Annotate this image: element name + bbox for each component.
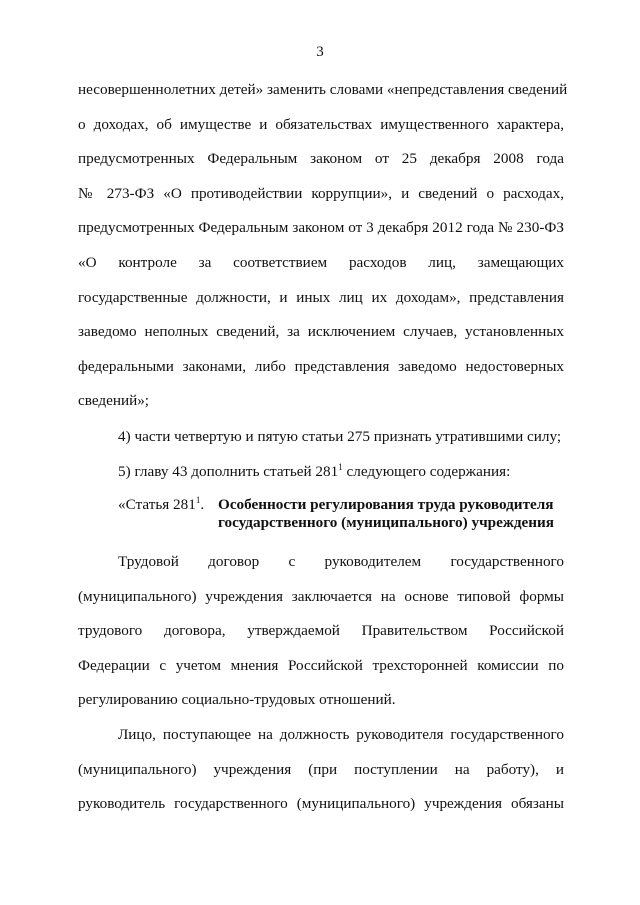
text-line: Лицо, поступающее на должность руководителя государственного bbox=[118, 726, 564, 743]
paragraph-person bbox=[78, 718, 564, 822]
paragraph-continuation bbox=[78, 73, 568, 419]
text-line: федеральными законами, либо представления заведомо недостоверных bbox=[78, 357, 564, 375]
article-label: «Статья $281^1$. bbox=[118, 494, 205, 513]
text-line: «О контроле за соответствием расходов лиц, замещающих bbox=[78, 253, 564, 271]
superscript: 1 bbox=[195, 494, 201, 505]
article-title bbox=[218, 496, 554, 532]
text-line: предусмотренных Федеральным законом от 25 декабря 2008 года bbox=[78, 150, 564, 168]
list-item-5 bbox=[78, 455, 564, 490]
list-item-4 bbox=[78, 420, 564, 455]
paragraph-contract bbox=[78, 545, 564, 718]
text-line: 4) части четвертую и пятую статьи 275 признать утратившими силу; bbox=[118, 428, 562, 445]
item5-text: 5) главу 43 дополнить статьей 281 bbox=[118, 463, 339, 480]
item5-text-end: следующего содержания: bbox=[342, 463, 511, 480]
page-number: 3 bbox=[316, 44, 324, 60]
article-title-line: государственного (муниципального) учреждения bbox=[218, 514, 554, 531]
text-line: руководитель государственного (муниципального) учреждения обязаны bbox=[78, 795, 564, 813]
superscript: 1 bbox=[338, 461, 343, 472]
text-line: трудового договора, утверждаемой Правительством Российской bbox=[78, 622, 564, 640]
text-line: Трудовой договор с руководителем государственного bbox=[118, 553, 564, 570]
text-line: сведений»; bbox=[78, 392, 150, 410]
article-title-line: Особенности регулирования труда руководителя bbox=[218, 496, 554, 513]
text-line: несовершеннолетних детей» заменить словами «непредставления сведений bbox=[78, 81, 568, 98]
text-line: заведомо неполных сведений, за исключением случаев, установленных bbox=[78, 323, 564, 341]
text-line: (муниципального) учреждения заключается на основе типовой формы bbox=[78, 587, 564, 605]
text-line: регулированию социально-трудовых отношений. bbox=[78, 691, 396, 709]
text-line: (муниципального) учреждения (при поступлении на работу), и bbox=[78, 760, 564, 778]
text-line: № 273-ФЗ «О противодействии коррупции», и сведений о расходах, bbox=[78, 184, 564, 202]
text-line: о доходах, об имуществе и обязательствах имущественного характера, bbox=[78, 115, 564, 133]
text-line: предусмотренных Федеральным законом от 3 декабря 2012 года № 230-ФЗ bbox=[78, 219, 564, 237]
text-line: государственные должности, и иных лиц их доходам», представления bbox=[78, 288, 564, 306]
article-heading bbox=[118, 496, 568, 536]
text-line: Федерации с учетом мнения Российской трехсторонней комиссии по bbox=[78, 656, 564, 674]
text-line bbox=[78, 455, 564, 490]
